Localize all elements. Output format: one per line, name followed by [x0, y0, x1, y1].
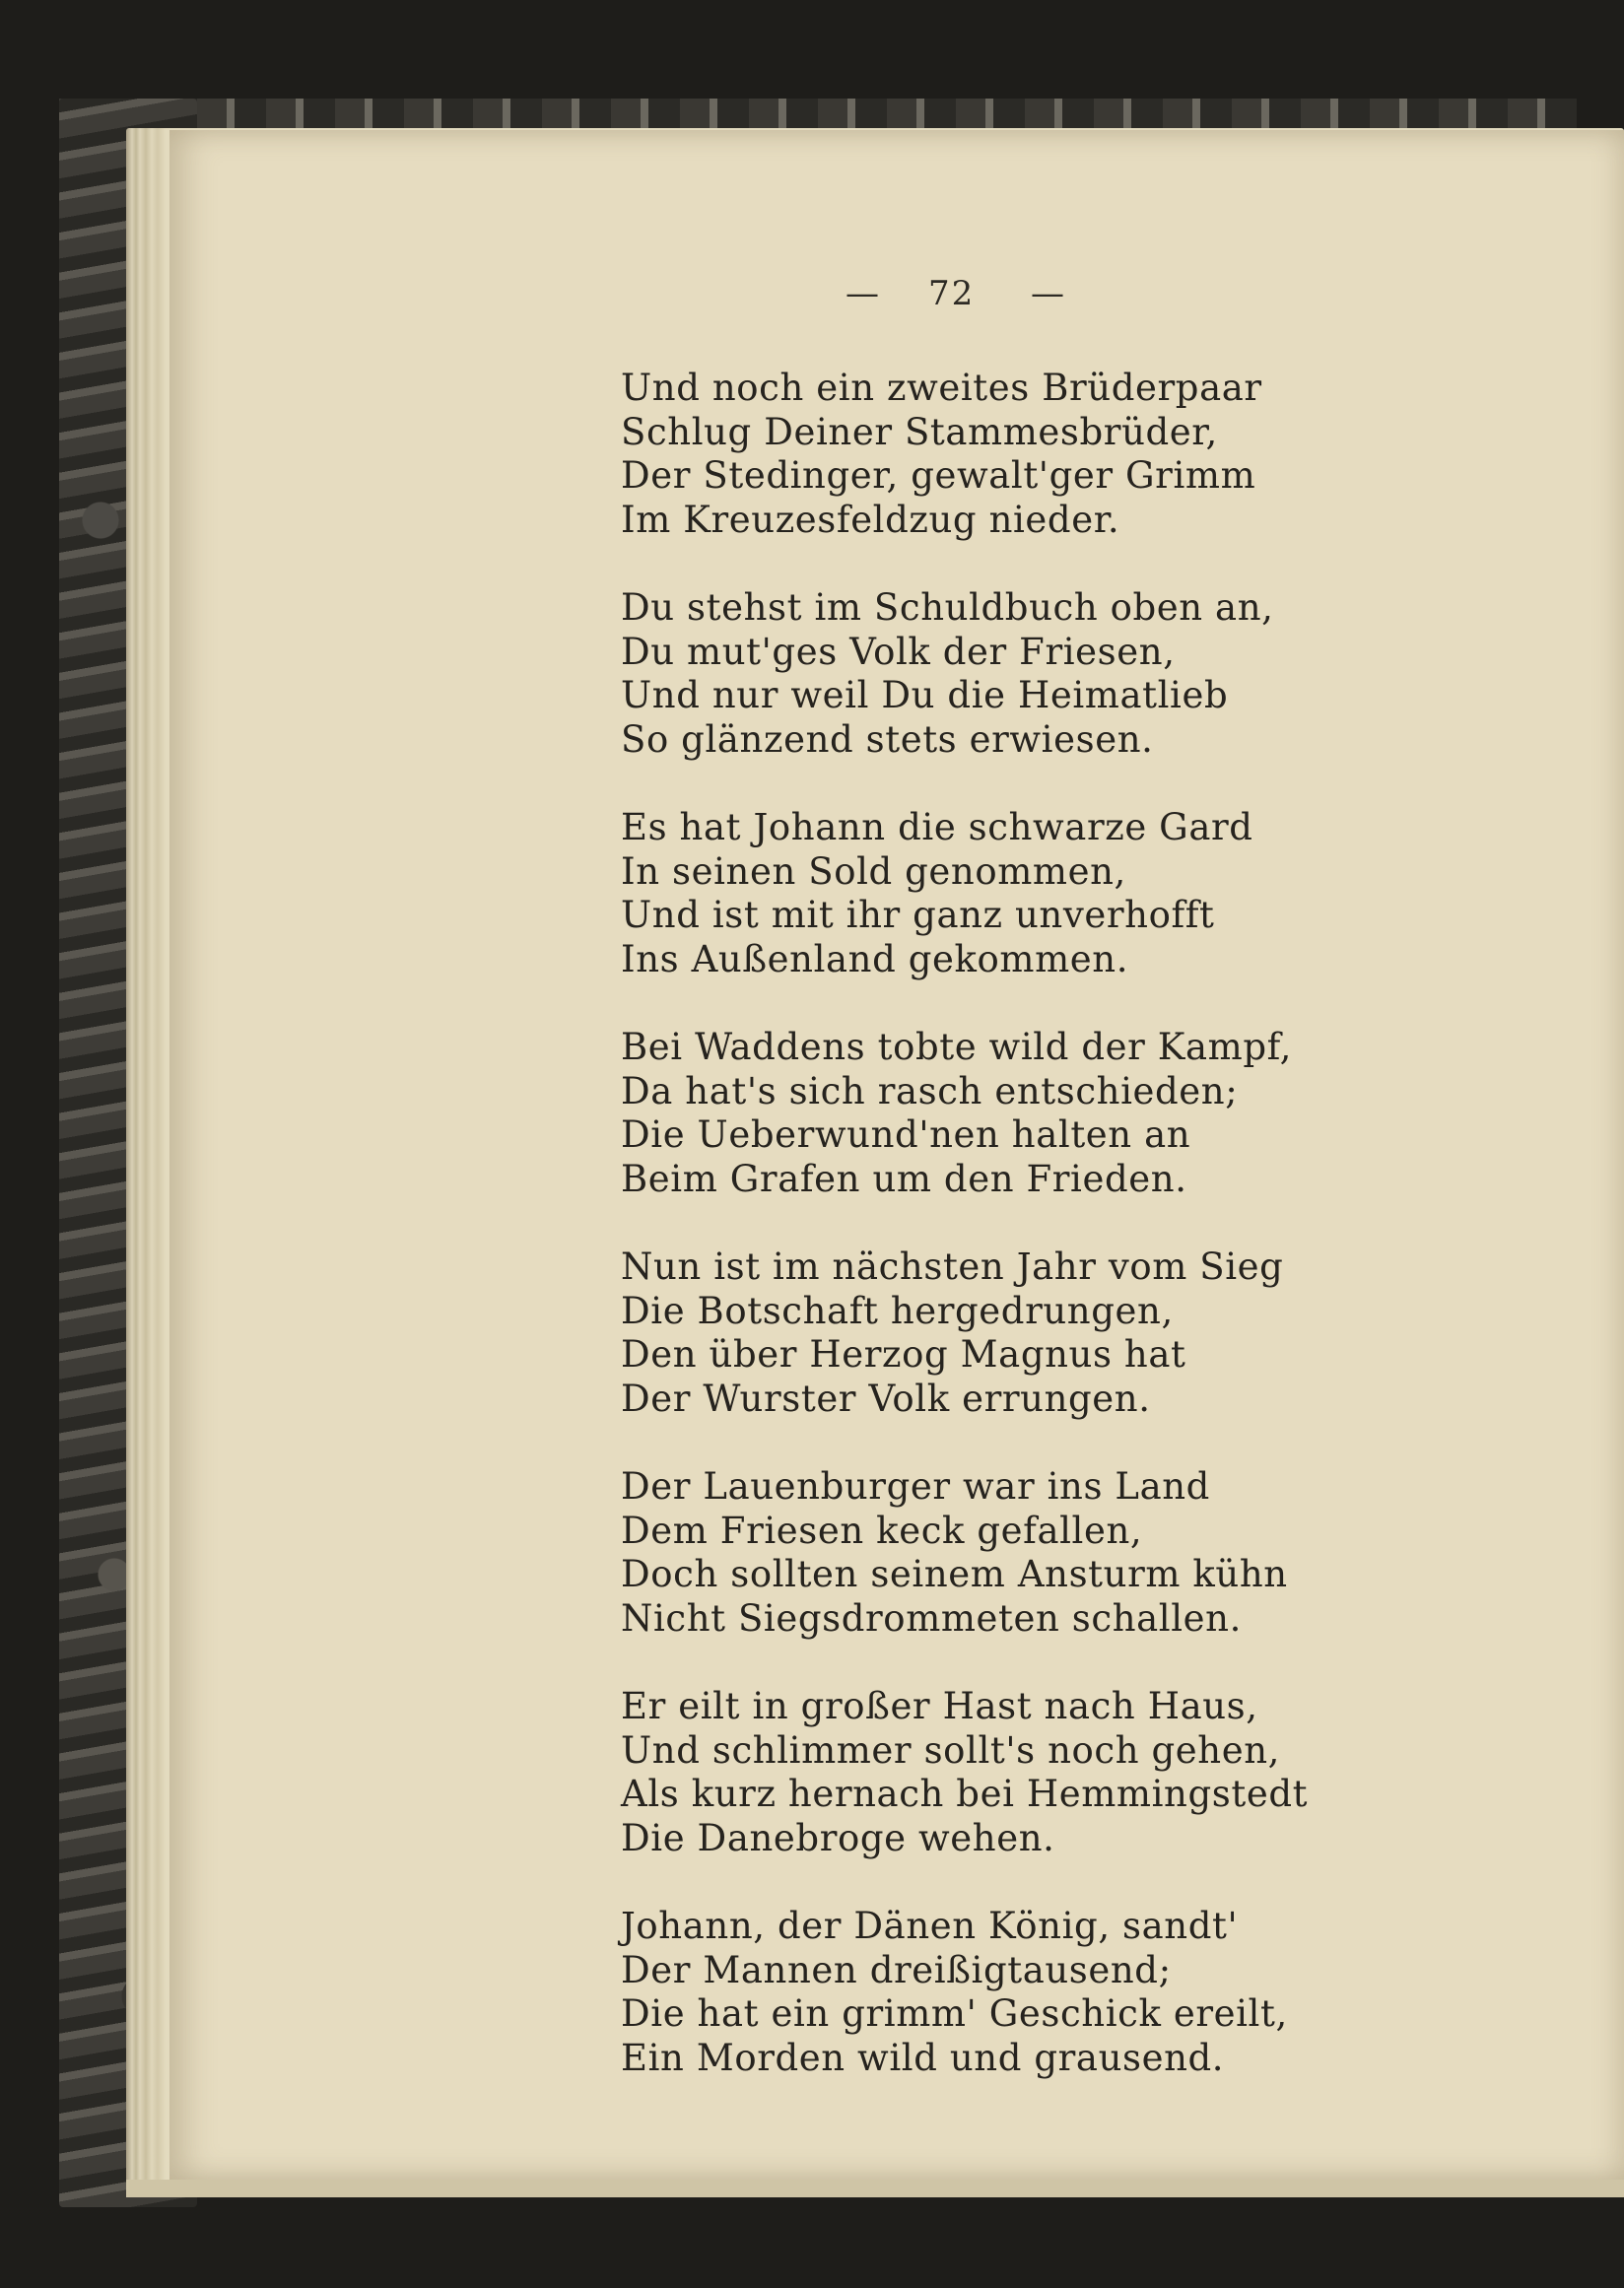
poem-line: Im Kreuzesfeldzug nieder.	[621, 498, 1120, 541]
poem-line: Und ist mit ihr ganz unverhofft	[621, 894, 1215, 936]
poem-line: Die Botschaft hergedrungen,	[621, 1289, 1174, 1332]
poem-line: Johann, der Dänen König, sandt'	[621, 1905, 1239, 1947]
poem-line: Der Wurster Volk errungen.	[621, 1377, 1151, 1420]
poem-line: Beim Grafen um den Frieden.	[621, 1157, 1187, 1200]
poem-line: Nun ist im nächsten Jahr vom Sieg	[621, 1245, 1284, 1288]
stanza	[621, 1245, 1370, 1421]
poem-line: Der Stedinger, gewalt'ger Grimm	[621, 454, 1256, 497]
poem-line: Die Danebroge wehen.	[621, 1816, 1055, 1859]
poem-line: Der Mannen dreißigtausend;	[621, 1948, 1172, 1991]
poem-line: Als kurz hernach bei Hemmingstedt	[621, 1773, 1309, 1815]
poem-line: In seinen Sold genommen,	[621, 849, 1126, 893]
poem-line: Die Ueberwund'nen halten an	[621, 1113, 1191, 1156]
poem-line: Und noch ein zweites Brüderpaar	[621, 367, 1262, 409]
poem-line: Schlug Deiner Stammesbrüder,	[621, 410, 1218, 453]
poem-line: Du stehst im Schuldbuch oben an,	[621, 586, 1274, 629]
poem-line: Die hat ein grimm' Geschick ereilt,	[621, 1992, 1288, 2035]
stanza	[621, 1026, 1370, 1201]
poem-line: Der Lauenburger war ins Land	[621, 1465, 1210, 1508]
stanza	[621, 806, 1370, 981]
poem-line: Dem Friesen keck gefallen,	[621, 1509, 1143, 1552]
folio-dash-right: —	[1031, 274, 1066, 313]
page-bottom-edge	[126, 2180, 1624, 2197]
stanza	[621, 586, 1370, 762]
poem-line: Du mut'ges Volk der Friesen,	[621, 630, 1176, 673]
poem-line: Bei Waddens tobte wild der Kampf,	[621, 1026, 1292, 1068]
stanza	[621, 367, 1370, 542]
stanza	[621, 1905, 1370, 2080]
poem-line: Und schlimmer sollt's noch gehen,	[621, 1728, 1281, 1772]
stanza	[621, 1685, 1370, 1860]
poem-line: So glänzend stets erwiesen.	[621, 717, 1154, 761]
poem-line: Und nur weil Du die Heimatlieb	[621, 674, 1229, 716]
poem-line: Da hat's sich rasch entschieden;	[621, 1069, 1239, 1112]
poem-line: Es hat Johann die schwarze Gard	[621, 806, 1253, 848]
poem-line: Doch sollten seinem Ansturm kühn	[621, 1553, 1288, 1595]
poem-line: Ein Morden wild und grausend.	[621, 2036, 1225, 2079]
page-number: 72	[928, 274, 976, 313]
poem-line: Nicht Siegsdrommeten schallen.	[621, 1596, 1242, 1640]
poem-text	[621, 367, 1370, 2080]
folio-dash-left: —	[846, 274, 881, 313]
poem-line: Er eilt in großer Hast nach Haus,	[621, 1685, 1258, 1727]
poem-line: Den über Herzog Magnus hat	[621, 1333, 1186, 1376]
poem-line: Ins Außenland gekommen.	[621, 937, 1129, 980]
stanza	[621, 1465, 1370, 1641]
